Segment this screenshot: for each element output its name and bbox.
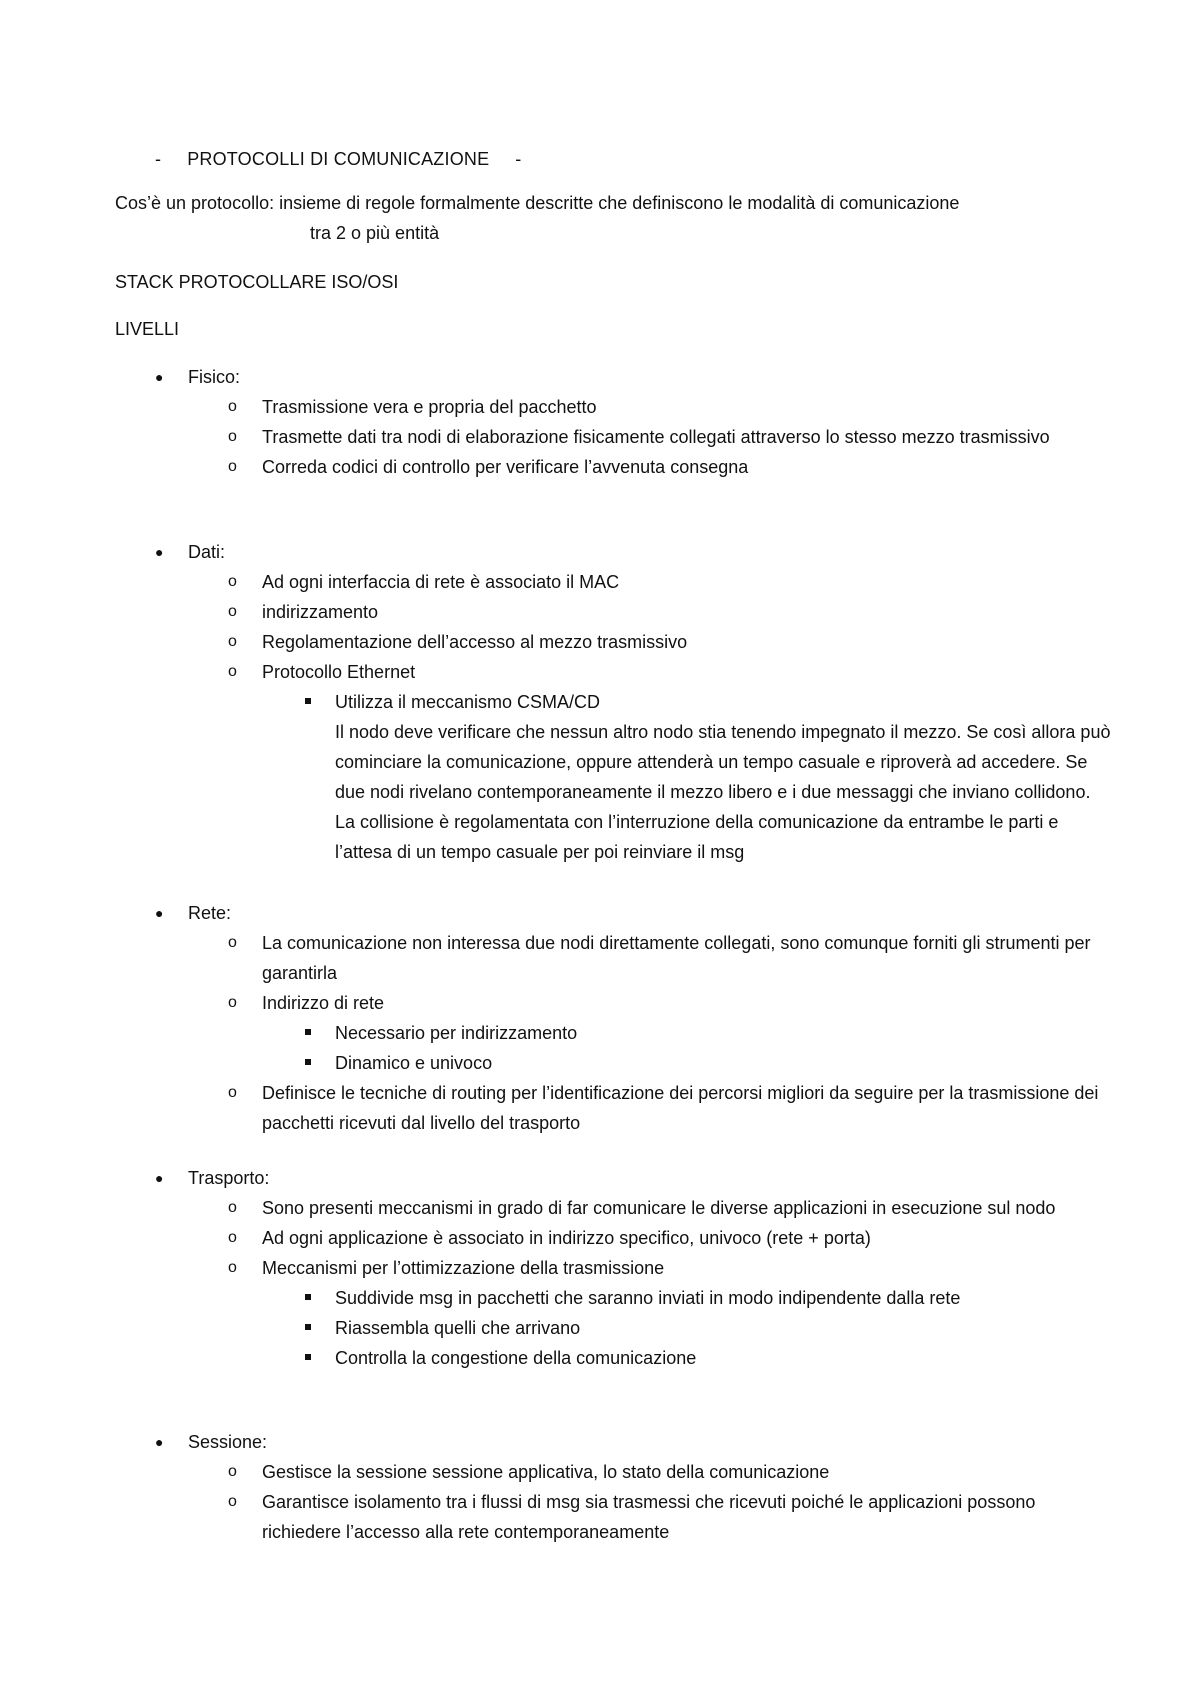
- level-sessione: [155, 1427, 1115, 1547]
- definition-line-2: tra 2 o più entità: [310, 223, 440, 243]
- list-item: o indirizzamento: [155, 597, 1115, 627]
- level-name: Trasporto:: [188, 1168, 270, 1188]
- bullet-icon: ●: [155, 1170, 164, 1186]
- sub-list-item: Utilizza il meccanismo CSMA/CD: [155, 687, 1115, 717]
- list-item: o Indirizzo di rete: [155, 988, 1115, 1018]
- list-item: o Trasmette dati tra nodi di elaborazione fisicamente collegati attraverso lo stesso mezzo trasmissivo: [155, 422, 1115, 452]
- circle-bullet-icon: o: [228, 934, 237, 951]
- level-dati: [155, 537, 1115, 867]
- level-name: Sessione:: [188, 1432, 268, 1452]
- square-bullet-icon: [305, 1294, 311, 1300]
- protocol-definition: [115, 188, 1115, 248]
- list-item: o Meccanismi per l’ottimizzazione della trasmissione: [155, 1253, 1115, 1283]
- sub-list-item: Riassembla quelli che arrivano: [155, 1313, 1115, 1343]
- circle-bullet-icon: o: [228, 1229, 237, 1246]
- list-item: o Correda codici di controllo per verificare l’avvenuta consegna: [155, 452, 1115, 482]
- circle-bullet-icon: o: [228, 603, 237, 620]
- circle-bullet-icon: o: [228, 1259, 237, 1276]
- square-bullet-icon: [305, 1324, 311, 1330]
- definition-line-1: Cos’è un protocollo: insieme di regole formalmente descritte che definiscono le modalità di comunicazione: [115, 193, 960, 213]
- circle-bullet-icon: o: [228, 428, 237, 445]
- level-rete: [155, 898, 1115, 1138]
- list-item: o Trasmissione vera e propria del pacchetto: [155, 392, 1115, 422]
- circle-bullet-icon: o: [228, 994, 237, 1011]
- list-item: o Garantisce isolamento tra i flussi di msg sia trasmessi che ricevuti poiché le applicazioni possono richiedere l’accesso alla rete contemporaneamente: [155, 1487, 1115, 1547]
- circle-bullet-icon: o: [228, 1493, 237, 1510]
- circle-bullet-icon: o: [228, 398, 237, 415]
- bullet-icon: ●: [155, 905, 164, 921]
- level-trasporto: [155, 1163, 1115, 1373]
- circle-bullet-icon: o: [228, 663, 237, 680]
- circle-bullet-icon: o: [228, 633, 237, 650]
- circle-bullet-icon: o: [228, 1463, 237, 1480]
- sub-list-item: Dinamico e univoco: [155, 1048, 1115, 1078]
- list-item: o Ad ogni interfaccia di rete è associato il MAC: [155, 567, 1115, 597]
- list-item: o Definisce le tecniche di routing per l’identificazione dei percorsi migliori da seguire per la trasmissione dei pacchetti ricevuti dal livello del trasporto: [155, 1078, 1115, 1138]
- sub-list-item: Suddivide msg in pacchetti che saranno inviati in modo indipendente dalla rete: [155, 1283, 1115, 1313]
- livelli-heading: LIVELLI: [115, 319, 180, 339]
- square-bullet-icon: [305, 1354, 311, 1360]
- list-item: o Regolamentazione dell’accesso al mezzo trasmissivo: [155, 627, 1115, 657]
- level-fisico: [155, 362, 1115, 482]
- stack-heading: STACK PROTOCOLLARE ISO/OSI: [115, 272, 399, 292]
- bullet-icon: ●: [155, 1434, 164, 1450]
- sub-list-item: Necessario per indirizzamento: [155, 1018, 1115, 1048]
- level-name: Dati:: [188, 542, 226, 562]
- sub-list-item: Controlla la congestione della comunicazione: [155, 1343, 1115, 1373]
- list-item: o Sono presenti meccanismi in grado di far comunicare le diverse applicazioni in esecuzione sul nodo: [155, 1193, 1115, 1223]
- list-item: o Protocollo Ethernet: [155, 657, 1115, 687]
- csma-cd-description: Il nodo deve verificare che nessun altro nodo stia tenendo impegnato il mezzo. Se così allora può cominciare la comunicazione, oppure attenderà un tempo casuale e riproverà ad accedere. Se due nodi rivelano contemporaneamente il mezzo libero e i due messaggi che inviano collidono. La collisione è regolamentata con l’interruzione della comunicazione da entrambe le parti e l’attesa di un tempo casuale per poi reinviare il msg: [335, 722, 1111, 862]
- list-item: o Gestisce la sessione sessione applicativa, lo stato della comunicazione: [155, 1457, 1115, 1487]
- circle-bullet-icon: o: [228, 573, 237, 590]
- circle-bullet-icon: o: [228, 458, 237, 475]
- square-bullet-icon: [305, 1059, 311, 1065]
- circle-bullet-icon: o: [228, 1084, 237, 1101]
- bullet-icon: ●: [155, 544, 164, 560]
- page-title: - PROTOCOLLI DI COMUNICAZIONE -: [155, 149, 522, 169]
- level-name: Fisico:: [188, 367, 241, 387]
- level-name: Rete:: [188, 903, 232, 923]
- bullet-icon: ●: [155, 369, 164, 385]
- list-item: o La comunicazione non interessa due nodi direttamente collegati, sono comunque forniti gli strumenti per garantirla: [155, 928, 1115, 988]
- list-item: o Ad ogni applicazione è associato in indirizzo specifico, univoco (rete + porta): [155, 1223, 1115, 1253]
- square-bullet-icon: [305, 698, 311, 704]
- circle-bullet-icon: o: [228, 1199, 237, 1216]
- square-bullet-icon: [305, 1029, 311, 1035]
